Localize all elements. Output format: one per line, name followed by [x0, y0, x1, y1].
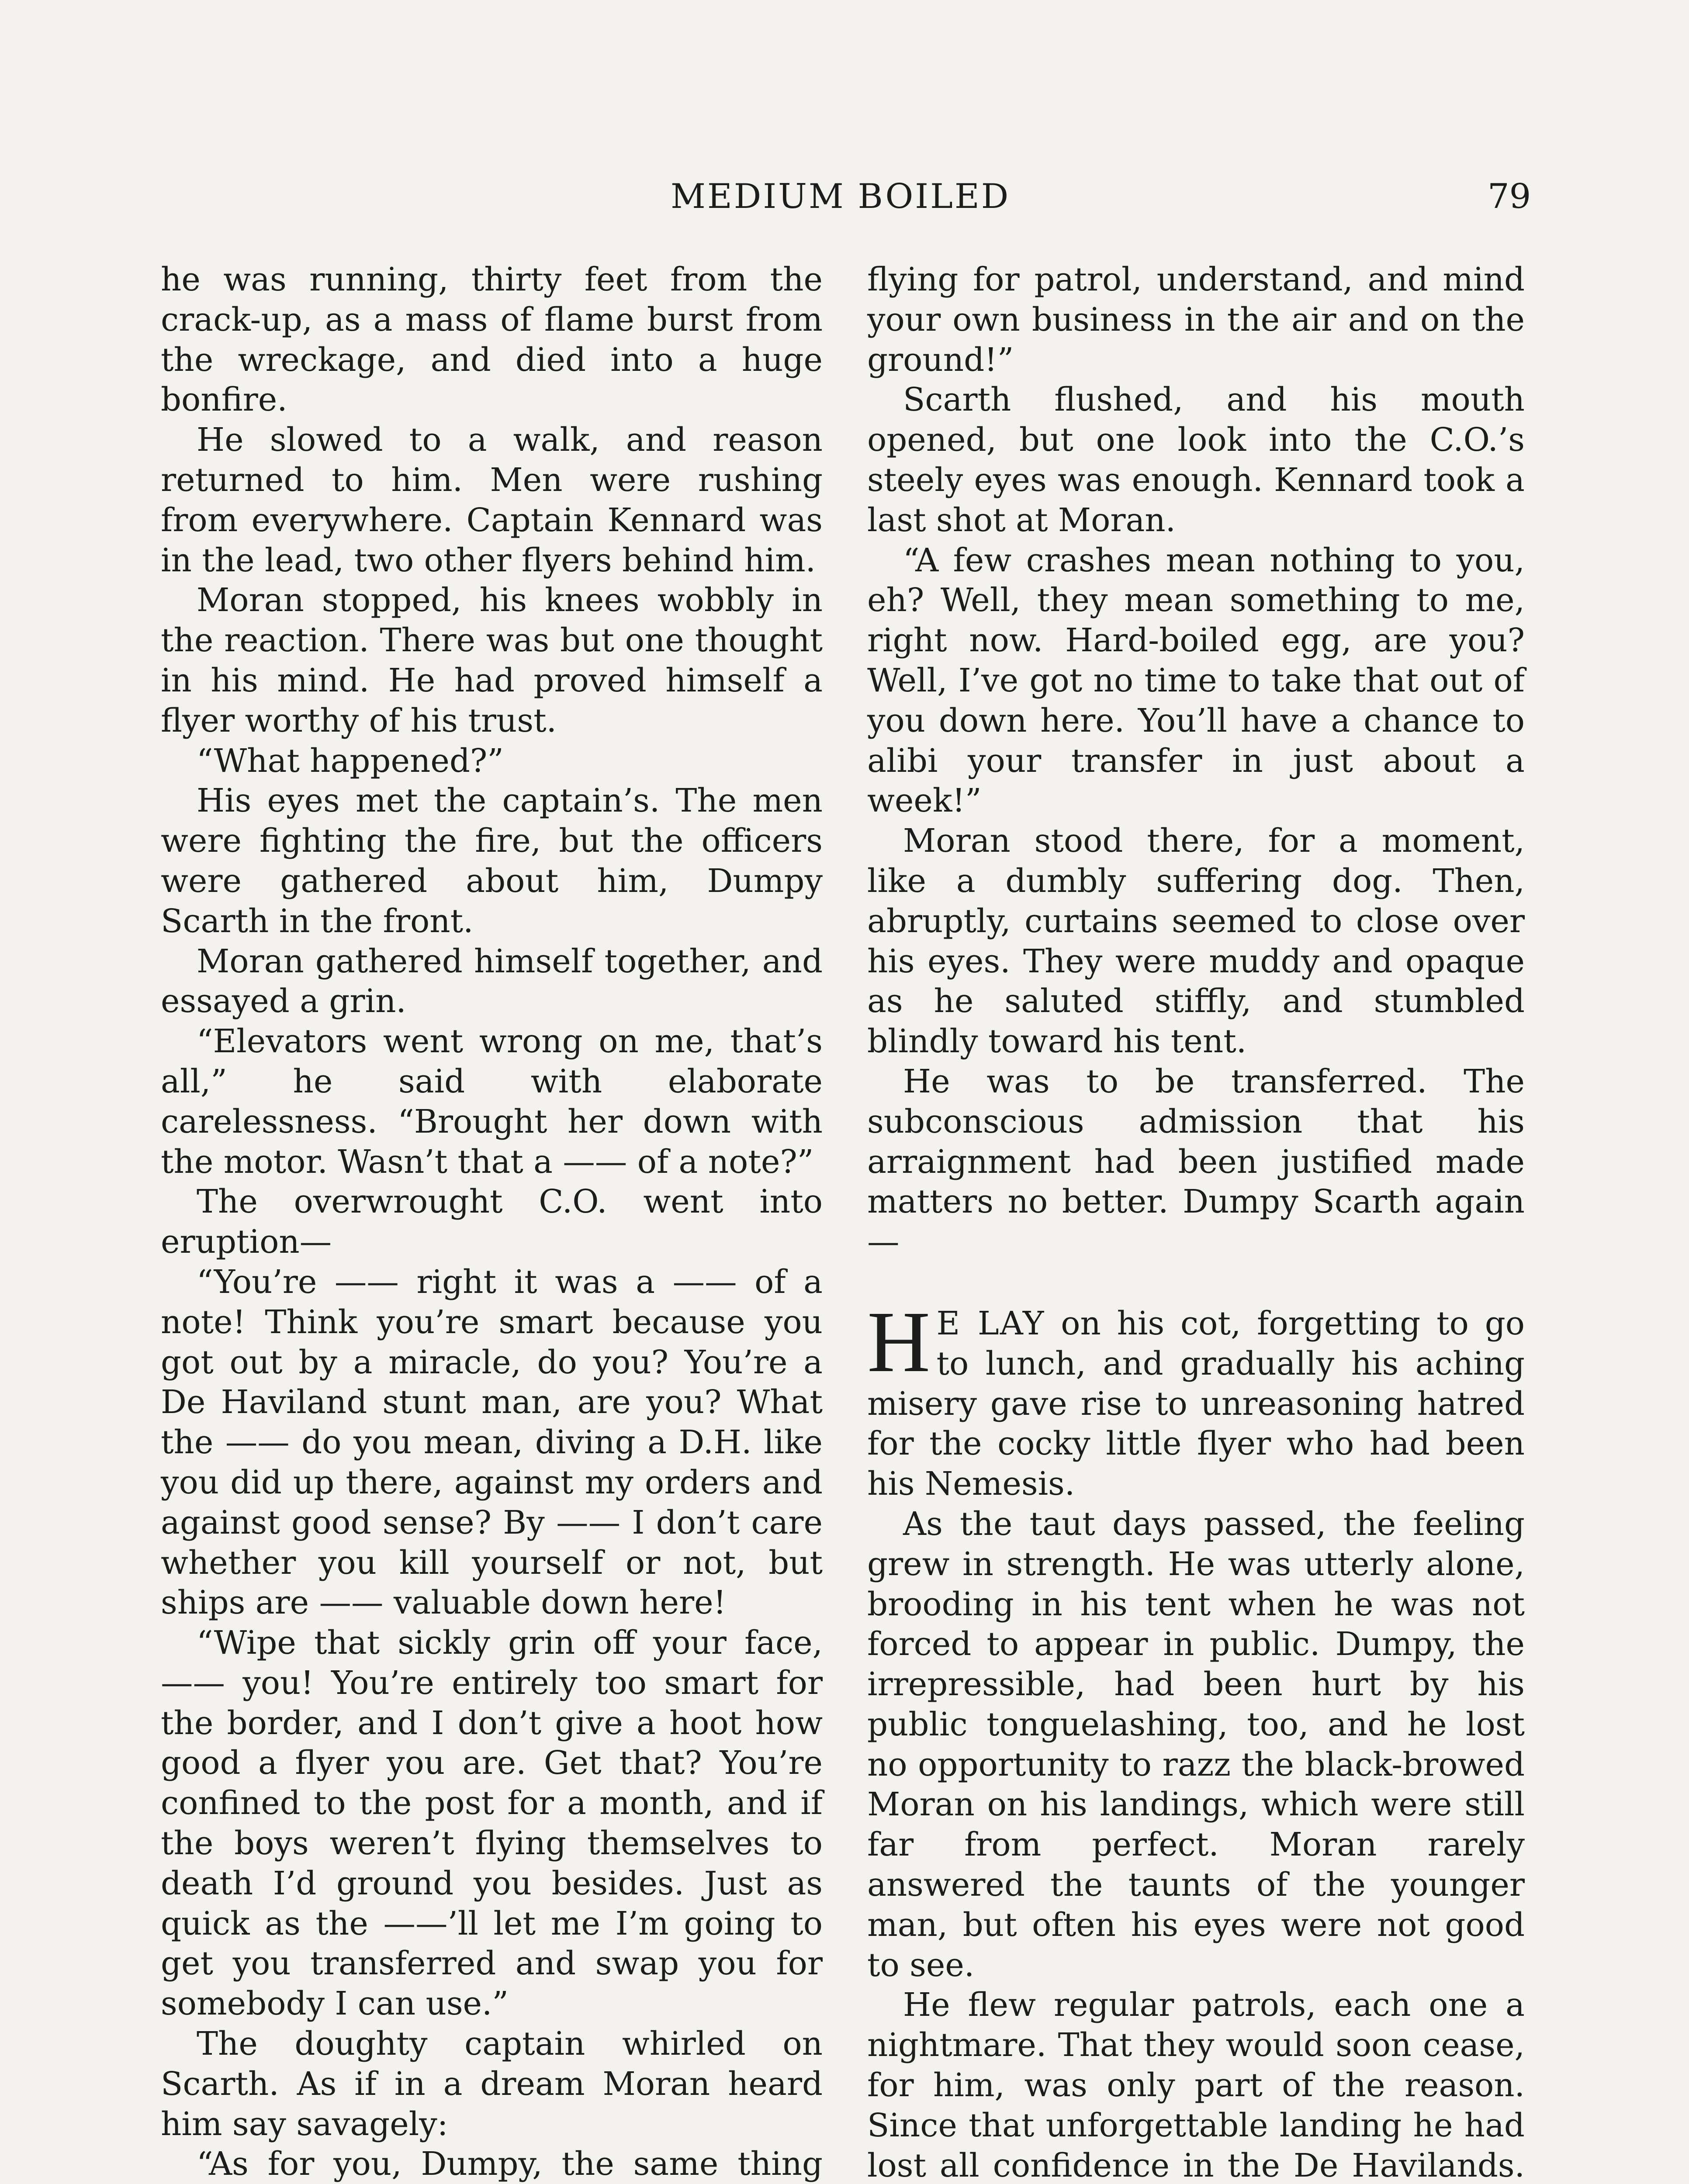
paragraph: As the taut days passed, the feeling grew in strength. He was utterly alone, brooding in his tent when he was not forced to appear in public. Dumpy, the irrepressible, had been hurt by his public tonguelashing, too, and he lost no opportunity to razz the black-browed Moran on his landings, which were still far from perfect. Moran rarely answered the taunts of the younger man, but often his eyes were not good to see. [867, 1505, 1525, 1984]
running-title: MEDIUM BOILED [671, 177, 1011, 216]
paragraph: “What happened?” [197, 742, 504, 780]
paragraph: He was to be transferred. The subconscious admission that his arraignment had been justified made matters no better. Dumpy Scarth again— [867, 1063, 1525, 1261]
paragraph: Moran stood there, for a moment, like a dumbly suffering dog. Then, abruptly, curtains seemed to close over his eyes. They were muddy and opaque as he saluted stiffly, and stumbled blindly toward his tent. [867, 822, 1525, 1061]
paragraph-text: on his cot, forgetting to go to lunch, and gradually his aching misery gave rise to unreasoning hatred for the cocky little flyer who had been his Nemesis. [867, 1305, 1525, 1503]
page-number: 79 [1488, 177, 1531, 216]
paragraph: The doughty captain whirled on Scarth. As if in a dream Moran heard him say savagely: [161, 2025, 823, 2143]
paragraph: His eyes met the captain’s. The men were fighting the fire, but the officers were gathered about him, Dumpy Scarth in the front. [161, 782, 823, 940]
paragraph: The overwrought C.O. went into eruption— [161, 1183, 823, 1261]
paragraph: Moran gathered himself together, and essayed a grin. [161, 943, 823, 1020]
drop-cap: H [867, 1293, 931, 1390]
paragraph: He flew regular patrols, each one a nightmare. That they would soon cease, for him, was only part of the reason. Since that unforgettable landing he had lost all confidence in the De Havilands. [867, 1987, 1525, 2184]
paragraph: “As for you, Dumpy, the same thing [197, 2146, 823, 2183]
left-column [161, 260, 823, 2184]
paragraph: He slowed to a walk, and reason returned to him. Men were rushing from everywhere. Captain Kennard was in the lead, two other flyers behind him. [161, 422, 823, 579]
right-column [867, 260, 1525, 2184]
paragraph: “A few crashes mean nothing to you, eh? Well, they mean something to me, right now. Hard-boiled egg, are you? Well, I’ve got no time to take that out of you down here. You’ll have a chance to alibi your transfer in just about a week!” [867, 542, 1525, 820]
page-header [0, 177, 1689, 229]
paragraph: “Wipe that sickly grin off your face, —— you! You’re entirely too smart for the border, and I don’t give a hoot how good a flyer you are. Get that? You’re confined to the post for a month, and if the boys weren’t flying themselves to death I’d ground you besides. Just as quick as the ——’ll let me I’m going to get you transferred and swap you for somebody I can use.” [161, 1624, 823, 2023]
paragraph: “You’re —— right it was a —— of a note! Think you’re smart because you got out by a miracle, do you? You’re a De Haviland stunt man, are you? What the —— do you mean, diving a D.H. like you did up there, against my orders and against good sense? By —— I don’t care whether you kill yourself or not, but ships are —— valuable down here! [161, 1263, 823, 1622]
paragraph: Moran stopped, his knees wobbly in the reaction. There was but one thought in his mind. He had proved himself a flyer worthy of his trust. [161, 582, 823, 740]
paragraph: “Elevators went wrong on me, that’s all,” he said with elaborate carelessness. “Brought her down with the motor. Wasn’t that a —— of a note?” [161, 1023, 823, 1181]
paragraph: flying for patrol, understand, and mind your own business in the air and on the ground!” [867, 261, 1525, 379]
lead-in: E LAY [936, 1305, 1045, 1342]
paragraph: Scarth flushed, and his mouth opened, but one look into the C.O.’s steely eyes was enough. Kennard took a last shot at Moran. [867, 381, 1525, 539]
section-opening-paragraph [867, 1293, 1525, 1504]
paragraph: he was running, thirty feet from the crack-up, as a mass of flame burst from the wreckage, and died into a huge bonfire. [161, 261, 823, 419]
